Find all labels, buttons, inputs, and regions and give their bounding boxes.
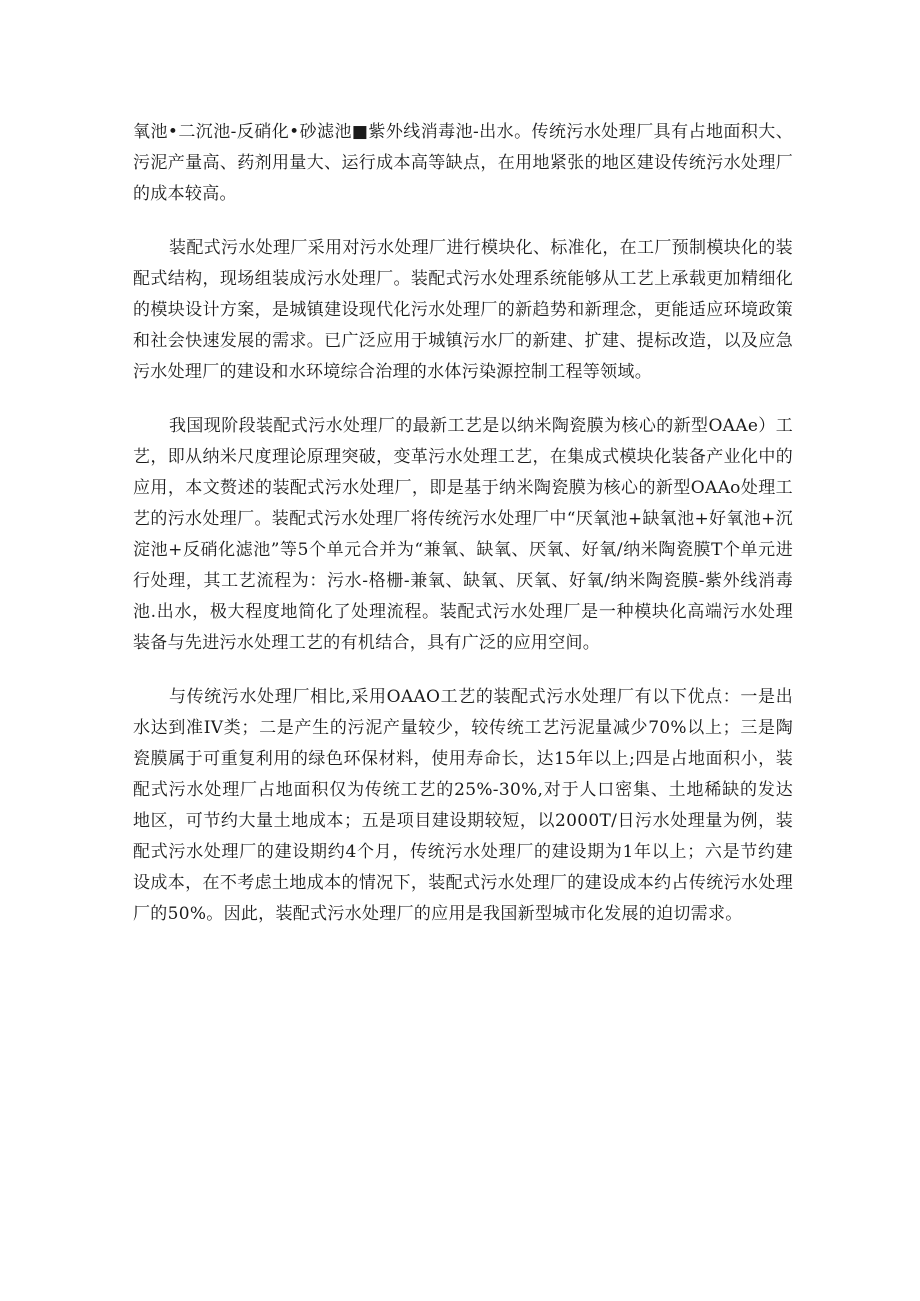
paragraph-2: 装配式污水处理厂采用对污水处理厂进行模块化、标准化，在工厂预制模块化的装配式结构，现场组装成污水处理厂。装配式污水处理系统能够从工艺上承载更加精细化的模块设计方案，是城镇建设现代化污水处理厂的新趋势和新理念，更能适应环境政策和社会快速发展的需求。已广泛应用于城镇污水厂的新建、扩建、提标改造，以及应急污水处理厂的建设和水环境综合治理的水体污染源控制工程等领域。	[133, 238, 793, 382]
paragraph-4: 与传统污水处理厂相比,采用OAAO工艺的装配式污水处理厂有以下优点：一是出水达到准IV类；二是产生的污泥产量较少，较传统工艺污泥量减少70%以上；三是陶瓷膜属于可重复利用的绿色环保材料，使用寿命长，达15年以上;四是占地面积小，装配式污水处理厂占地面积仅为传统工艺的25%-30%,对于人口密集、土地稀缺的发达地区，可节约大量土地成本；五是项目建设期较短，以2000T/日污水处理量为例，装配式污水处理厂的建设期约4个月，传统污水处理厂的建设期为1年以上；六是节约建设成本，在不考虑土地成本的情况下，装配式污水处理厂的建设成本约占传统污水处理厂的50%。因此，装配式污水处理厂的应用是我国新型城市化发展的迫切需求。	[133, 687, 793, 924]
paragraph-1: 氧池•二沉池-反硝化•砂滤池■紫外线消毒池-出水。传统污水处理厂具有占地面积大、污泥产量高、药剂用量大、运行成本高等缺点，在用地紧张的地区建设传统污水处理厂的成本较高。	[133, 122, 793, 204]
document-page	[133, 117, 793, 953]
paragraph-3: 我国现阶段装配式污水处理厂的最新工艺是以纳米陶瓷膜为核心的新型OAAe）工艺，即从纳米尺度理论原理突破，变革污水处理工艺，在集成式模块化装备产业化中的应用，本文赘述的装配式污水处理厂，即是基于纳米陶瓷膜为核心的新型OAAo处理工艺的污水处理厂。装配式污水处理厂将传统污水处理厂中“厌氧池+缺氧池+好氧池+沉淀池+反硝化滤池”等5个单元合并为“兼氧、缺氧、厌氧、好氧/纳米陶瓷膜T个单元进行处理，其工艺流程为：污水-格栅-兼氧、缺氧、厌氧、好氧/纳米陶瓷膜-紫外线消毒池.出水，极大程度地简化了处理流程。装配式污水处理厂是一种模块化高端污水处理装备与先进污水处理工艺的有机结合，具有广泛的应用空间。	[133, 416, 793, 653]
